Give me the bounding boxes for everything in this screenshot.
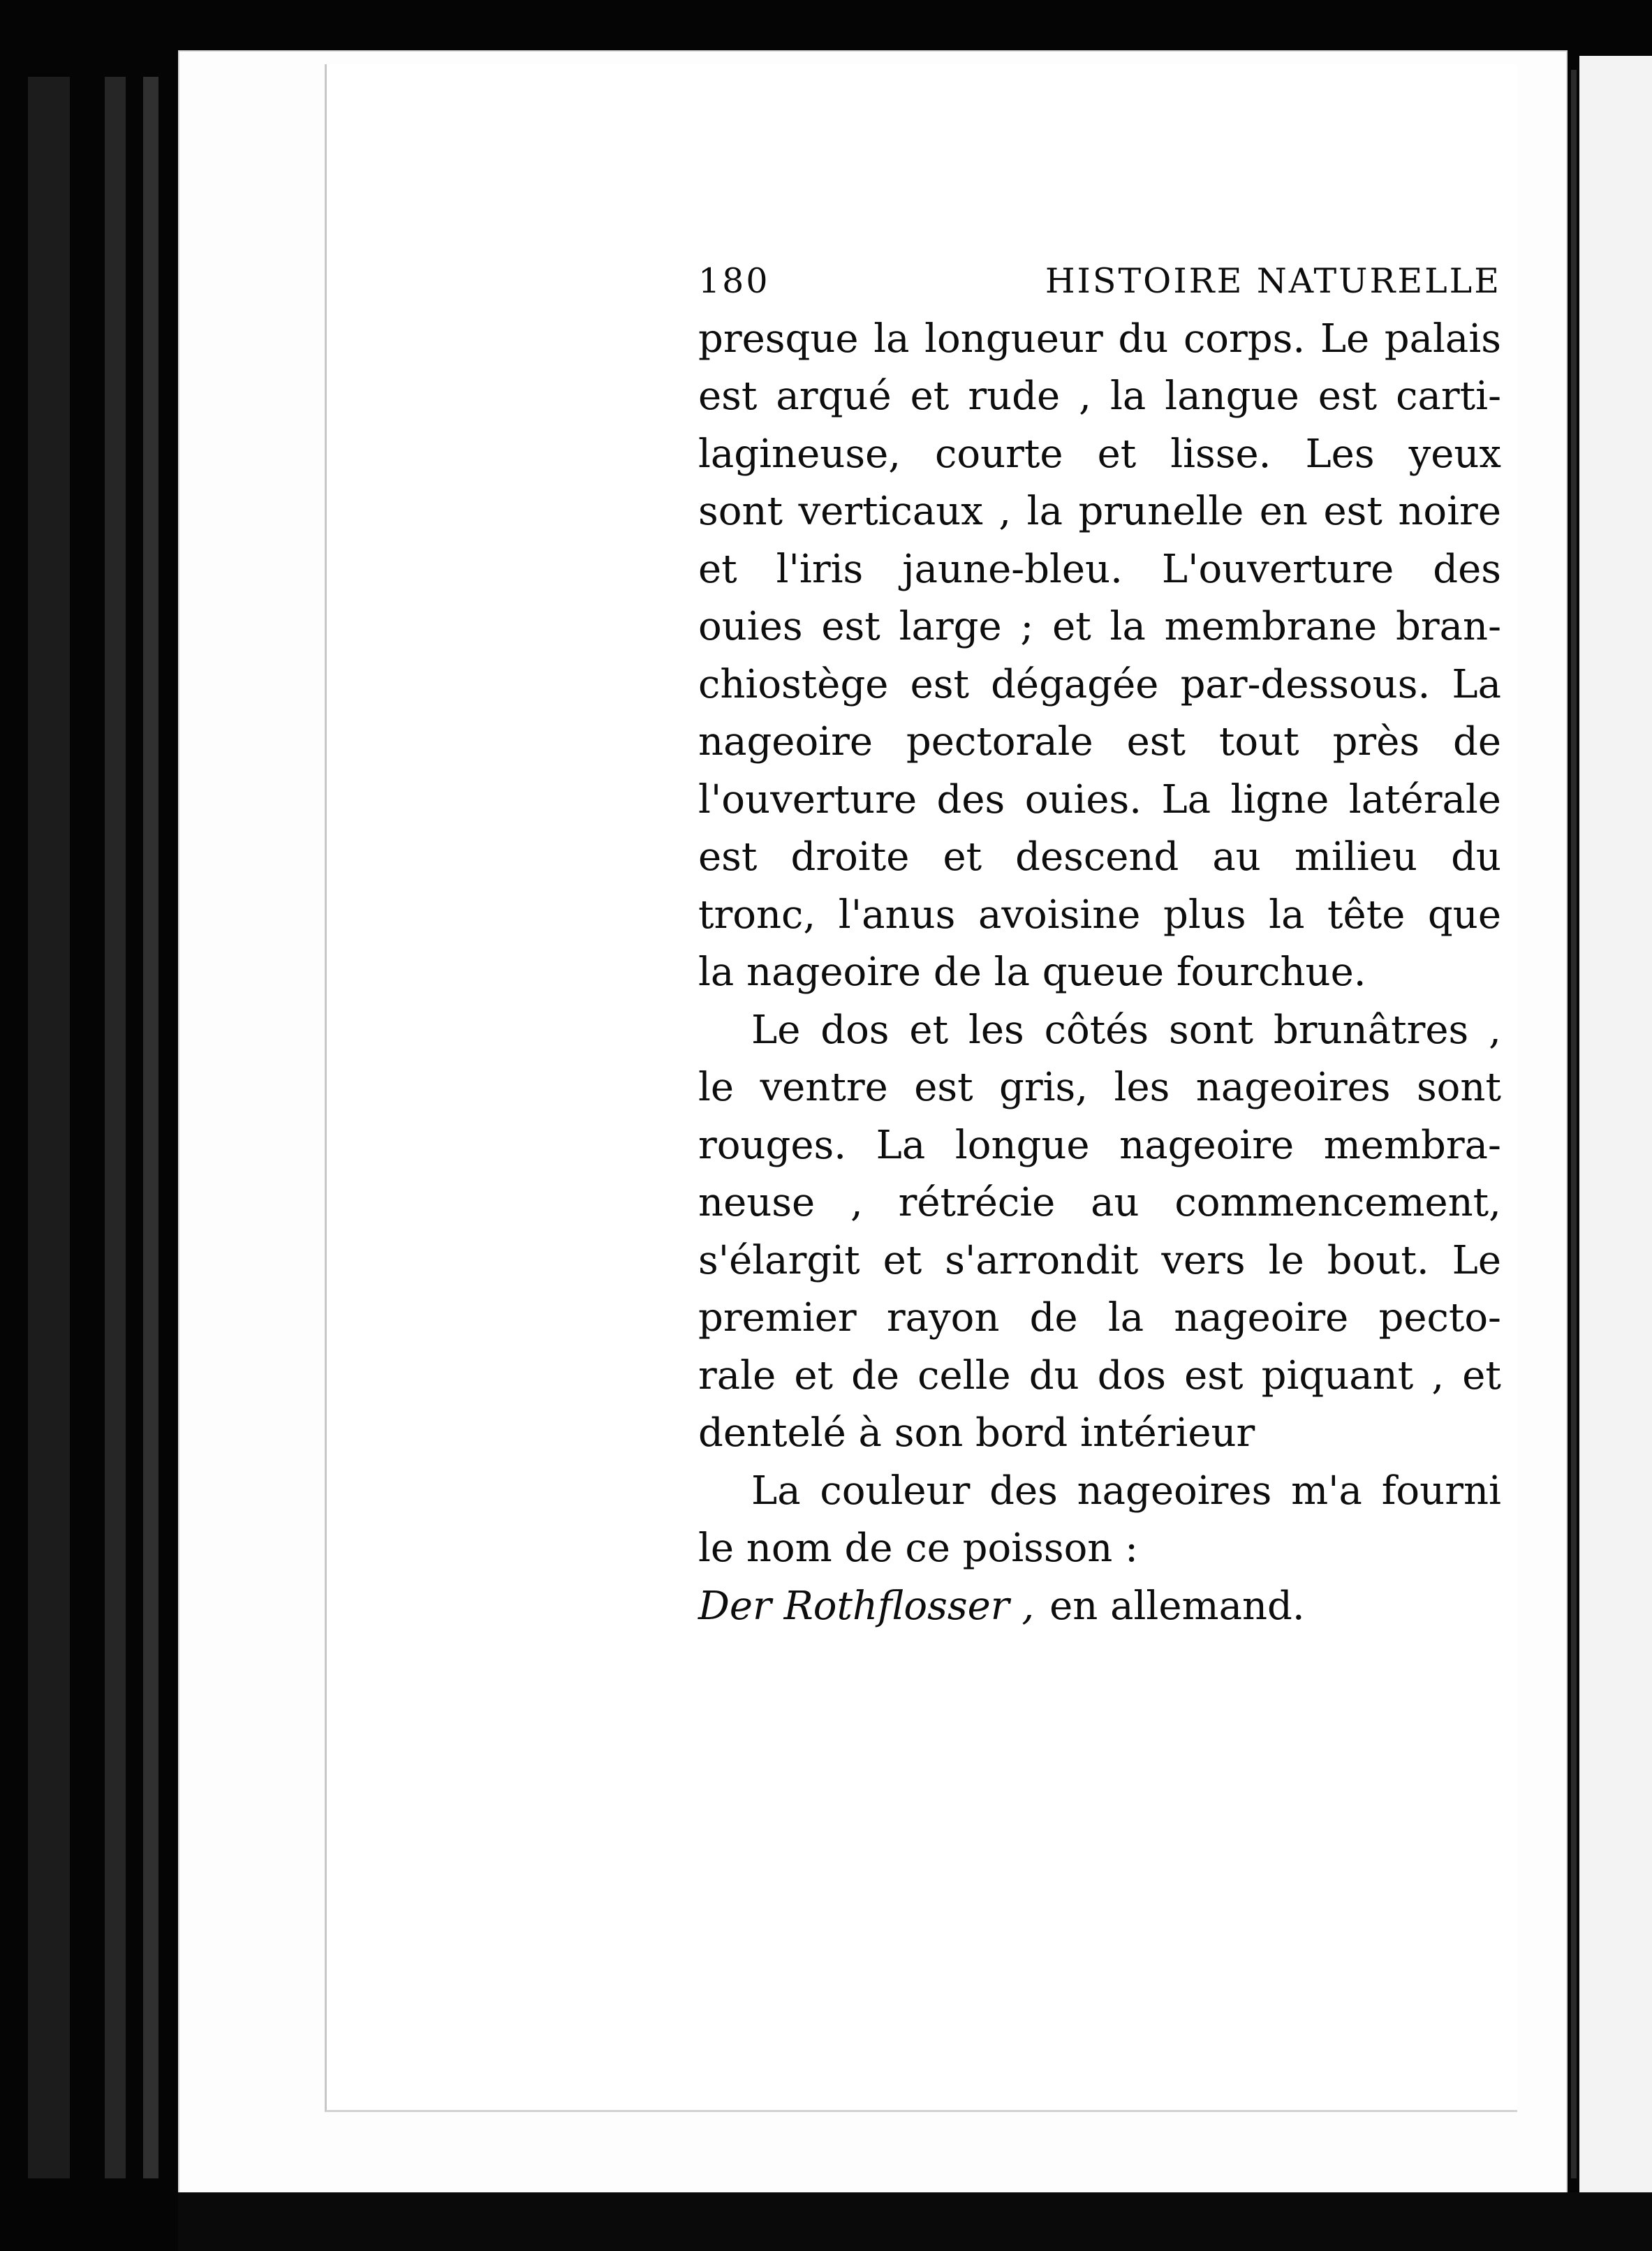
word: et — [1097, 431, 1137, 477]
word: des — [1433, 546, 1501, 592]
word: , — [1489, 1007, 1501, 1053]
word: la — [1107, 1295, 1144, 1341]
word: du — [1118, 316, 1169, 362]
word: sont — [1416, 1065, 1501, 1110]
word: nageoire — [1119, 1122, 1295, 1168]
word: par-dessous. — [1180, 661, 1431, 707]
word: est — [698, 374, 758, 419]
word: piquant — [1261, 1352, 1414, 1398]
text-line: dentelé à son bord intérieur — [698, 1410, 1255, 1456]
word: arqué — [776, 374, 892, 419]
word: la — [1109, 374, 1146, 419]
word: couleur — [820, 1468, 971, 1514]
page-number: 180 — [698, 261, 770, 301]
word: prunelle — [1078, 489, 1244, 534]
text-line — [698, 1059, 1501, 1117]
word: tout — [1218, 719, 1299, 765]
word: pecto- — [1378, 1295, 1501, 1341]
word: , — [998, 489, 1012, 534]
word: yeux — [1408, 431, 1501, 477]
word: lagineuse, — [698, 431, 901, 477]
text-line — [698, 772, 1501, 829]
word: du — [1028, 1352, 1079, 1398]
word: est — [1318, 374, 1378, 419]
word: celle — [917, 1352, 1011, 1398]
paragraph-1 — [698, 311, 1501, 1002]
text-line — [698, 714, 1501, 772]
book-edge — [28, 77, 70, 2178]
word: est — [910, 661, 969, 707]
word: pectorale — [906, 719, 1093, 765]
word: dégagée — [991, 661, 1159, 707]
word: fourni — [1381, 1468, 1501, 1514]
word: neuse — [698, 1180, 816, 1225]
word: s'élargit — [698, 1237, 860, 1283]
word: du — [1451, 834, 1501, 880]
word: dos — [820, 1007, 890, 1053]
text-line — [698, 1232, 1501, 1290]
book-edge — [105, 77, 126, 2178]
word: et — [883, 1237, 922, 1283]
text-line — [698, 598, 1501, 656]
word: est — [698, 834, 758, 880]
word: près — [1332, 719, 1420, 765]
word: , — [1431, 1352, 1445, 1398]
word: est — [1184, 1352, 1244, 1398]
word: dos — [1097, 1352, 1167, 1398]
word: La — [1452, 661, 1501, 707]
word: le — [698, 1065, 735, 1110]
word: palais — [1384, 316, 1501, 362]
text-line — [698, 368, 1501, 426]
word: des — [936, 776, 1005, 822]
word: Le — [1320, 316, 1370, 362]
word: est — [1126, 719, 1186, 765]
word: est — [1323, 489, 1382, 534]
text-line — [698, 1290, 1501, 1348]
bottom-shadow — [178, 2192, 1652, 2251]
word: noire — [1398, 489, 1501, 534]
word: rayon — [886, 1295, 1000, 1341]
word: et — [698, 546, 737, 592]
word: et — [1052, 604, 1091, 649]
word: sont — [698, 489, 783, 534]
word: descend — [1015, 834, 1179, 880]
word: ; — [1020, 604, 1034, 649]
word: ouies — [698, 604, 803, 649]
text-line — [698, 1174, 1501, 1232]
running-header — [698, 253, 1501, 311]
text-line — [698, 1117, 1501, 1175]
word: bran- — [1396, 604, 1501, 649]
word: , — [850, 1180, 863, 1225]
word: la — [1026, 489, 1063, 534]
word: est — [914, 1065, 973, 1110]
word: avoisine — [978, 892, 1141, 938]
word: la — [1269, 892, 1305, 938]
word: en — [1259, 489, 1308, 534]
word: rale — [698, 1352, 776, 1398]
word: L'ouverture — [1161, 546, 1394, 592]
text-line — [698, 887, 1501, 945]
word: la — [873, 316, 910, 362]
word: rude — [968, 374, 1061, 419]
word: chiostège — [698, 661, 889, 707]
word: sont — [1169, 1007, 1254, 1053]
text-line — [698, 1463, 1501, 1521]
word: premier — [698, 1295, 857, 1341]
word: s'arrondit — [945, 1237, 1139, 1283]
word: La — [1161, 776, 1211, 822]
german-name: Der Rothflosser , — [698, 1583, 1035, 1629]
word: ventre — [760, 1065, 888, 1110]
running-title: HISTOIRE NATURELLE — [1045, 261, 1501, 301]
page-fold-line — [1571, 70, 1577, 2178]
word: ligne — [1230, 776, 1329, 822]
word: et — [943, 834, 982, 880]
word: courte — [935, 431, 1063, 477]
word: large — [899, 604, 1002, 649]
book-edge — [143, 77, 158, 2178]
word: de — [1452, 719, 1501, 765]
word: droite — [790, 834, 910, 880]
closing-text: en allemand. — [1049, 1583, 1305, 1629]
word: l'anus — [838, 892, 956, 938]
word: longueur — [924, 316, 1103, 362]
closing-line — [698, 1578, 1501, 1636]
text-line — [698, 656, 1501, 714]
word: , — [1079, 374, 1091, 419]
word: les — [1114, 1065, 1170, 1110]
word: vers — [1161, 1237, 1246, 1283]
text-line — [698, 483, 1501, 541]
word: la — [1109, 604, 1146, 649]
word: bout. — [1327, 1237, 1429, 1283]
text-line — [698, 829, 1501, 887]
word: La — [876, 1122, 926, 1168]
text-line — [698, 541, 1501, 599]
word: rouges. — [698, 1122, 847, 1168]
word: Les — [1305, 431, 1375, 477]
word: presque — [698, 316, 859, 362]
word: nageoire — [698, 719, 873, 765]
word: membra- — [1323, 1122, 1501, 1168]
word: verticaux — [798, 489, 983, 534]
word: carti- — [1396, 374, 1501, 419]
word: lisse. — [1170, 431, 1271, 477]
word: milieu — [1294, 834, 1417, 880]
word: de — [851, 1352, 900, 1398]
word: latérale — [1348, 776, 1501, 822]
word: au — [1091, 1180, 1140, 1225]
paragraph-3 — [698, 1463, 1501, 1578]
word: de — [1029, 1295, 1078, 1341]
word: membrane — [1164, 604, 1378, 649]
word: et — [909, 1007, 949, 1053]
word: et — [794, 1352, 833, 1398]
word: m'a — [1291, 1468, 1362, 1514]
text-line — [698, 1002, 1501, 1060]
text-line — [698, 426, 1501, 484]
word: commencement, — [1174, 1180, 1501, 1225]
word: Le — [751, 1007, 801, 1053]
paragraph-2 — [698, 1002, 1501, 1463]
word: longue — [954, 1122, 1090, 1168]
word: ouies. — [1024, 776, 1142, 822]
text-line: le nom de ce poisson : — [698, 1526, 1139, 1571]
word: nageoire — [1174, 1295, 1349, 1341]
word: corps. — [1183, 316, 1306, 362]
word: des — [989, 1468, 1058, 1514]
word: rétrécie — [898, 1180, 1056, 1225]
word: le — [1268, 1237, 1304, 1283]
word: plus — [1163, 892, 1246, 938]
text-line: la nageoire de la queue fourchue. — [698, 950, 1366, 995]
next-page-edge — [1579, 56, 1652, 2220]
word: brunâtres — [1273, 1007, 1469, 1053]
word: les — [968, 1007, 1024, 1053]
word: tronc, — [698, 892, 816, 938]
word: côtés — [1044, 1007, 1149, 1053]
page-text — [698, 253, 1501, 1635]
word: gris, — [999, 1065, 1089, 1110]
word: et — [910, 374, 950, 419]
word: l'iris — [776, 546, 864, 592]
word: jaune-bleu. — [902, 546, 1123, 592]
word: tête — [1327, 892, 1406, 938]
text-line — [698, 1348, 1501, 1405]
word: langue — [1165, 374, 1299, 419]
word: nageoires — [1195, 1065, 1391, 1110]
word: que — [1427, 892, 1501, 938]
word: au — [1212, 834, 1261, 880]
word: La — [751, 1468, 801, 1514]
text-line — [698, 311, 1501, 369]
word: et — [1462, 1352, 1501, 1398]
word: nageoires — [1077, 1468, 1272, 1514]
word: est — [821, 604, 880, 649]
word: Le — [1452, 1237, 1501, 1283]
word: l'ouverture — [698, 776, 917, 822]
